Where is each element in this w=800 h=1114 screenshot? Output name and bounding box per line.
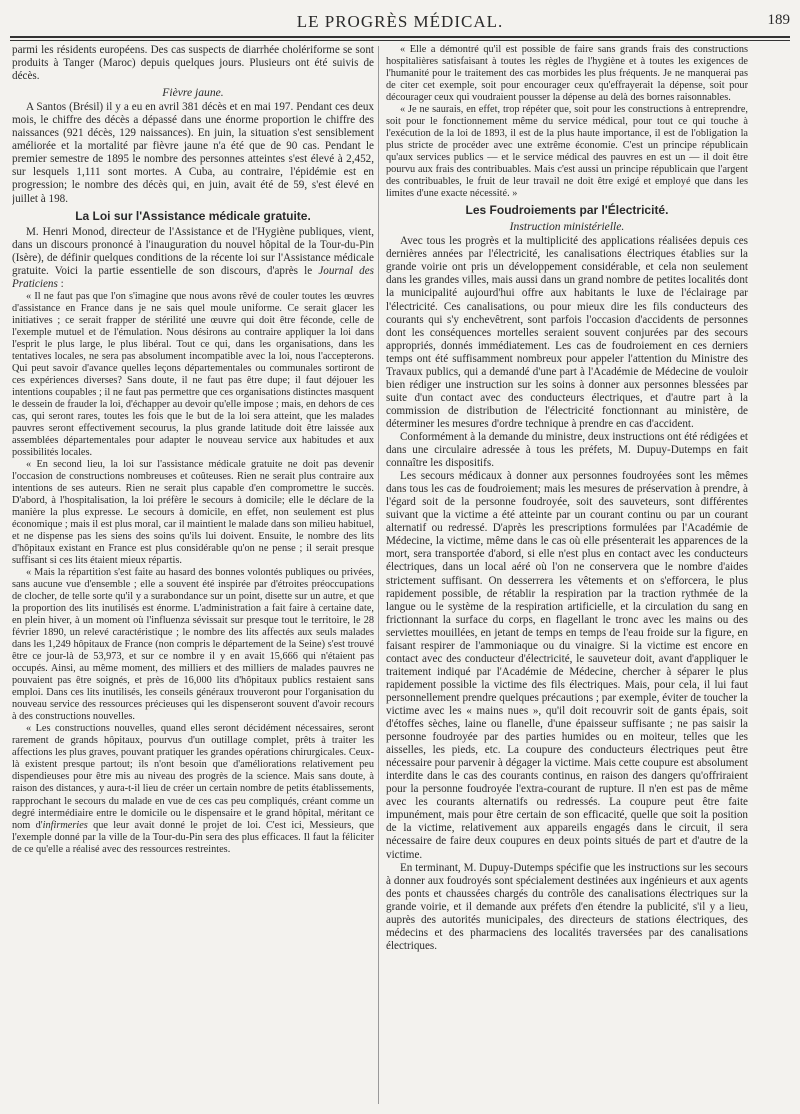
header-rule-thin: [10, 40, 790, 41]
quotation: [386, 44, 748, 200]
paragraph: « Mais la répartition s'est faite au hasard des bonnes volontés publiques ou privées, sans aucune vue d'ensemble ; elle a souvent été inspirée par d'étroites préoccupations de clocher, de telle sorte qu'il y a surabondance sur un point, disette sur un autre, et que la proportion des lits inutilisés est énorme. L'administration a fait faire à certaine date, en plein hiver, à un moment où l'influenza sévissait sur presque tout le territoire, le 28 février 1890, un relevé caractéristique ; le nombre des lits affectés aux seuls malades dans les 1,249 hôpitaux de France (non compris le département de la Seine) s'est trouvé être ce jour-là de 53,973, et sur ce nombre il y en avait 15,666 qui n'étaient pas occupés. Ainsi, au même moment, des milliers et des milliers de malades pauvres ne pouvaient pas être soignés, et près de 16,000 lits d'hôpitaux publics restaient sans emploi. Dans ces lits inutilisés, les conseils généraux trouveront pour l'organisation du nouveau service des ressources précieuses qui les dispenseront souvent d'avoir recours à des constructions nouvelles.: [12, 567, 374, 723]
journal-title: LE PROGRÈS MÉDICAL.: [296, 12, 504, 31]
text-run: M. Henri Monod, directeur de l'Assistance et de l'Hygiène publiques, vient, dans un discours prononcé à l'inauguration du nouvel hôpital de la Tour-du-Pin (Isère), de définir quelques conditions de la récente loi sur l'Assistance médicale gratuite. Voici la partie essentielle de son discours, d'après le: [12, 225, 374, 277]
section-heading: Les Foudroiements par l'Électricité.: [465, 203, 669, 218]
paragraph: [12, 723, 374, 855]
paragraph: « En second lieu, la loi sur l'assistance médicale gratuite ne doit pas devenir l'occasion de constructions nombreuses et coûteuses. Rien ne serait plus contraire aux intentions de ses auteurs. Rien ne serait plus capable d'en compromettre le succès. D'abord, à l'hospitalisation, la loi préfère le secours à domicile; elle le déclare de la manière la plus expresse. Le secours à domicile, en effet, non seulement est plus économique ; mais il est plus moral, car il maintient le malade dans son milieu habituel, et ne dispense pas les siens des soins qu'ils lui doivent. Ensuite, le nombre des lits d'hôpitaux existant en France est plus considérable qu'on ne pense ; il serait presque suffisant si ces lits étaient mieux répartis.: [12, 459, 374, 567]
section-subtitle: Fièvre jaune.: [162, 86, 224, 100]
page-number: 189: [767, 12, 790, 28]
paragraph: « Il ne faut pas que l'on s'imagine que nous avons rêvé de couler toutes les œuvres d'assistance en France dans je ne sais quel moule uniforme. Ce serait glacer les initiatives ; ce serait frapper de stérilité une œuvre qui doit être féconde, celle de l'exemple mutuel et de l'émulation. Nous désirons au contraire appliquer la loi dans l'esprit le plus large, le plus libéral. Tout ce qui, dans les organisations, dans les tentatives locales, ne sera pas absolument incompatible avec la loi, nous l'accepterons. Qui peut savoir d'avance quelles leçons départementales ou communales sortiront de ces expériences diverses? Sans doute, il ne faut pas être dupe; il faut déjouer les intentions coupables ; il ne faut pas permettre que ces organisations distinctes masquent le dessein de frauder la loi, d'échapper au devoir qu'elle impose ; mais, en dehors de ces cas, qui seront rares, toutes les fois que le but de la loi sera atteint, que les malades pauvres seront effectivement secourus, la plus grande latitude doit être laissée aux assemblées départementales pour adapter le nouveau service aux habitudes et aux possibilités locales.: [12, 290, 374, 459]
column-divider: [378, 46, 379, 1104]
paragraph: [12, 226, 374, 291]
text-run: :: [57, 277, 64, 290]
paragraph: Avec tous les progrès et la multiplicité des applications réalisées depuis ces dernières années par l'électricité, les canalisations électriques établies sur la grande voirie ont pris un développement considérable, et cela non seulement dans les grandes villes, mais aussi dans un grand nombre de petites localités dont la municipalité aujourd'hui offre aux habitants le luxe de l'éclairage par l'électricité. Ces canalisations, ou pour mieux dire les fils conducteurs des courants qui s'y enchevêtrent, sont parfois l'occasion d'accidents de personnes dont les conséquences mortelles seraient souvent conjurées par des secours appropriés, donnés immédiatement. Les cas de foudroiement en ces derniers temps ont été suffisamment nombreux pour appeler l'attention du Ministre des Travaux publics, qui a demandé d'une part à l'Académie de Médecine de vouloir bien rédiger une instruction sur les soins à donner aux personnes blessées par suite d'un contact avec des conducteurs électriques, et d'autre part à la commission de distribution de l'électricité fonctionnant au ministère, de déterminer les mesures d'ordre technique à prendre en cas d'accident.: [386, 235, 748, 430]
emphasis: infirmeries: [42, 819, 88, 831]
journal-reference: Journal des Praticiens: [12, 264, 374, 290]
text-run: que leur avait donné le projet de loi. C'est ici, Messieurs, que l'exemple donné par la ville de la Tour-du-Pin sera des plus efficaces. Il faut la féliciter de ce qu'elle a réalisé avec des ressources restreintes.: [12, 819, 374, 855]
paragraph: En terminant, M. Dupuy-Dutemps spécifie que les instructions sur les secours à donner aux foudroyés sont spécialement destinées aux ingénieurs et aux agents des ponts et chaussées chargés du contrôle des canalisations électriques sur la grande voirie, et il demande aux préfets d'en étendre la publicité, s'il y a lieu, auprès des autorités municipales, des directeurs de stations électriques, des médecins et des pharmaciens des localités traversées par des canalisations électriques.: [386, 861, 748, 952]
paragraph: Conformément à la demande du ministre, deux instructions ont été rédigées et dans une circulaire adressée à tous les préfets, M. Dupuy-Dutemps en fait connaître les dispositifs.: [386, 431, 748, 470]
paragraph: parmi les résidents européens. Des cas suspects de diarrhée cholériforme se sont produits à Tanger (Maroc) depuis quelques jours. Plusieurs ont été suivis de décès.: [12, 44, 374, 83]
paragraph: A Santos (Brésil) il y a eu en avril 381 décès et en mai 197. Pendant ces deux mois, le chiffre des décès a dépassé dans une énorme proportion le chiffre des naissances (921 décès, 129 naissances). En juin, la situation s'est sensiblement améliorée et la mortalité par fièvre jaune n'a été que de 90 cas. Pendant le premier semestre de 1895 le nombre des personnes atteintes s'est élevé à 2,452, sur lesquels 1,111 sont mortes. A Cuba, au contraire, l'épidémie est en progression; le nombre des décès qui, en juin, avait été de 59, s'est élevé en juillet à 198.: [12, 101, 374, 205]
paragraph: Les secours médicaux à donner aux personnes foudroyées sont les mêmes dans tous les cas de foudroiement; mais les mesures de préservation à prendre, à l'égard soit de la personne foudroyée, soit des sauveteurs, sont différentes suivant que la victime a été atteinte par un courant continu ou par un courant alternatif ou redressé. D'après les prescriptions formulées par l'Académie de Médecine, la victime, même dans le cas où elle présenterait les apparences de la mort, sera transportée d'abord, si elle n'est plus en contact avec les conducteurs électriques, dans un local aéré où l'on ne conservera que le nombre d'aides strictement suffisant. On desserrera les vêtements et on s'efforcera, le plus rapidement possible, de rétablir la respiration par la traction rythmée de la langue ou le système de la respiration artificielle, et la circulation du sang en frictionnant la surface du corps, en flagellant le tronc avec les mains ou des serviettes mouillées, en jetant de temps en temps de l'eau froide sur la figure, en faisant respirer de l'ammoniaque ou du vinaigre. Si la victime est encore en contact avec des conducteur d'électricité, le sauveteur doit, avant d'appliquer le traitement indiqué par l'Académie de Médecine, chercher à séparer le plus rapidement possible la victime des fils électriques. Mais, pour cela, il lui faut personnellement prendre quelques précautions ; par exemple, éviter de toucher la victime avec les « mains nues », qu'il doit recouvrir soit de gants épais, soit d'étoffes sèches, laine ou flanelle, d'une épaisseur suffisante ; ne pas saisir la personne foudroyée par des parties humides ou en moiteur, telles que les aisselles, les pieds, etc. La coupure des conducteurs électriques peut être nécessaire pour parvenir à dégager la victime. Mais cette coupure est absolument interdite dans le cas des courants continus, en raison des dangers qu'offriraient pour la personne foudroyée l'extra-courant de rupture. Il n'en est pas de même avec les courants alternatifs ou redressés. La coupure peut être faite impunément, mais pour être certain de son efficacité, quelle que soit la position de la victime, relativement aux appareils engagés dans le circuit, il sera nécessaire de faire deux coupures en deux points situés de part et d'autre de la victime.: [386, 470, 748, 861]
header-rule: [10, 36, 790, 38]
right-column: [386, 44, 748, 1106]
page-header: [10, 6, 790, 36]
section-subtitle: Instruction ministérielle.: [509, 220, 625, 234]
section-heading: La Loi sur l'Assistance médicale gratuite.: [75, 208, 311, 223]
quotation: [12, 291, 374, 856]
paragraph: « Je ne saurais, en effet, trop répéter que, soit pour les constructions à entreprendre, soit pour le fonctionnement même du service médical, pour tout ce qui touche à l'exécution de la loi de 1893, il est de la plus haute importance, il est de l'obligation la plus stricte de procéder avec une extrême économie. C'est un principe républicain qu'aux services publics — et le service médical des pauvres en est un — il doit être pourvu aux frais des contribuables. Mais c'est aussi un principe républicain que l'argent des contribuables, le fruit de leur travail ne doit être exigé et employé que dans les limites d'une exacte nécessité. »: [386, 104, 748, 200]
text-run: « Les constructions nouvelles, quand elles seront décidément nécessaires, seront rarement de grands hôpitaux, pourvus d'un outillage complet, prêts à traiter les affections les plus graves, pouvant pratiquer les grandes opérations chirurgicales. Ceux-là existent presque partout; ils n'ont besoin que d'améliorations relativement peu dispendieuses pour être mis au niveau des progrès de la science. Mais sans doute, à raison des distances, y aura-t-il lieu de créer un certain nombre de petits établissements, rapprochant le secours du malade en vue de ces cas peu compliqués, créant comme un degré intermédiaire entre le domicile ou le dispensaire et le grand hôpital, méritant ce nom d': [12, 723, 374, 831]
paragraph: « Elle a démontré qu'il est possible de faire sans grands frais des constructions hospitalières satisfaisant à toutes les règles de l'hygiène et à toutes les exigences de l'humanité pour le traitement des cas morbides les plus fréquents. Je ne manquerai pas de citer cet exemple, soit pour encourager ceux qu'effrayerait la dépense, soit pour décourager ceux qui voudraient pousser la dépense au delà des bornes raisonnables.: [386, 44, 748, 104]
left-column: [12, 44, 374, 1106]
